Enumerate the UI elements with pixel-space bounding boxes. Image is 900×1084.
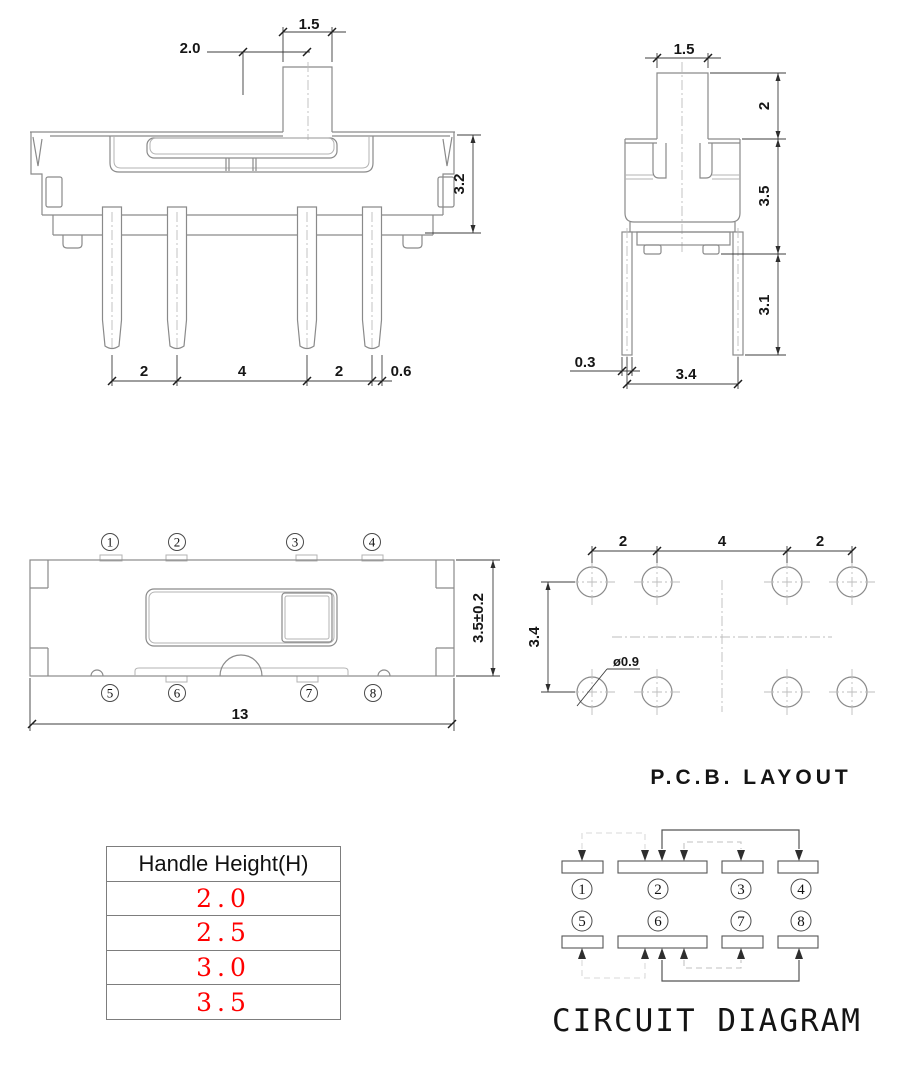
dim-label: 2 [815,533,825,550]
front-dim-lead-pitch [108,355,411,386]
side-dim-lead-span [623,357,742,389]
wire-2-3-dashed [684,842,741,849]
table-row [107,950,340,985]
front-dim-handle-width [279,16,346,62]
pin-number: 8 [369,685,377,701]
pin-number: 5 [106,685,114,701]
dim-label: 3.1 [756,294,773,316]
dim-label: 3.5 [756,185,773,207]
dim-label: 2 [139,363,149,380]
dim-label: 4 [237,363,247,380]
table-row [107,881,340,916]
front-leads [103,207,382,349]
wire-1-2-dashed [582,833,645,849]
side-dim-lead-thickness [570,354,640,376]
dim-label: 2 [334,363,344,380]
pin-number: 6 [173,685,181,701]
pin-number: 1 [106,534,114,550]
handle-height-value: 3.5 [196,987,251,1017]
wire-5-6-dashed [582,960,645,978]
dim-label: 2.0 [179,40,201,57]
pin-number: 4 [368,534,376,550]
wire-6-7-dashed [684,960,741,968]
pin-number: 4 [797,882,805,898]
top-view [28,534,500,732]
top-dim-depth [456,560,500,676]
dim-label: 0.6 [390,363,412,380]
handle-height-value: 2.5 [196,918,251,948]
table-row [107,984,340,1019]
front-slot [147,138,337,158]
dim-label: ø0.9 [612,654,640,669]
side-dim-heights [710,73,786,355]
wire-6-8-solid [662,960,799,981]
pin-number: 2 [173,534,181,550]
handle-height-table [106,846,341,1020]
dim-label: 0.3 [574,354,596,371]
side-dim-handle-width [645,41,721,68]
top-body [30,560,454,676]
table-header: Handle Height(H) [138,850,309,876]
dim-label: 3.5±0.2 [470,593,487,643]
circuit-diagram [562,830,818,981]
pin-number: 7 [737,914,745,930]
front-view [30,16,481,386]
table-row [107,915,340,950]
pin-number: 6 [654,914,662,930]
side-handle [657,73,708,139]
contact-bar-6 [618,936,707,948]
pcb-dim-pitch [588,533,856,563]
dim-label: 2 [756,101,773,111]
side-view [570,41,786,389]
dim-label: 1.5 [298,16,320,33]
dim-label: 13 [231,706,249,723]
pin-number: 5 [578,914,586,930]
dim-label: 3.4 [675,366,697,383]
pcb-layout-view [526,533,875,715]
pin-number: 2 [654,882,662,898]
handle-height-value: 3.0 [196,953,251,983]
contact-bar-8 [778,936,818,948]
top-slot [146,589,337,646]
top-knob [282,593,332,642]
front-handle [283,67,332,132]
dim-label: 3.4 [526,626,543,648]
pin-number: 1 [578,882,586,898]
dim-label: 2 [618,533,628,550]
pcb-layout-title: P.C.B. LAYOUT [650,766,852,789]
circuit-diagram-title: CIRCUIT DIAGRAM [552,1003,862,1039]
contact-bar-2 [618,861,707,873]
pin-number: 7 [305,685,313,701]
pcb-dim-row-span [526,582,575,692]
pin-number: 8 [797,914,805,930]
pcb-dim-hole-diameter [577,654,640,706]
dim-label: 3.2 [451,173,468,195]
wire-2-4-solid [662,830,799,849]
circuit-pin-numbers [572,879,811,931]
dim-label: 4 [717,533,727,550]
pcb-center-crosshair [612,580,832,712]
handle-height-value: 2.0 [196,883,251,913]
top-dim-width [28,678,456,731]
contact-bar-7 [722,936,763,948]
contact-bar-3 [722,861,763,873]
contact-bar-4 [778,861,818,873]
dim-label: 1.5 [673,41,695,58]
contact-bar-5 [562,936,603,948]
pin-number: 3 [291,534,299,550]
pin-number: 3 [737,882,745,898]
contact-bar-1 [562,861,603,873]
